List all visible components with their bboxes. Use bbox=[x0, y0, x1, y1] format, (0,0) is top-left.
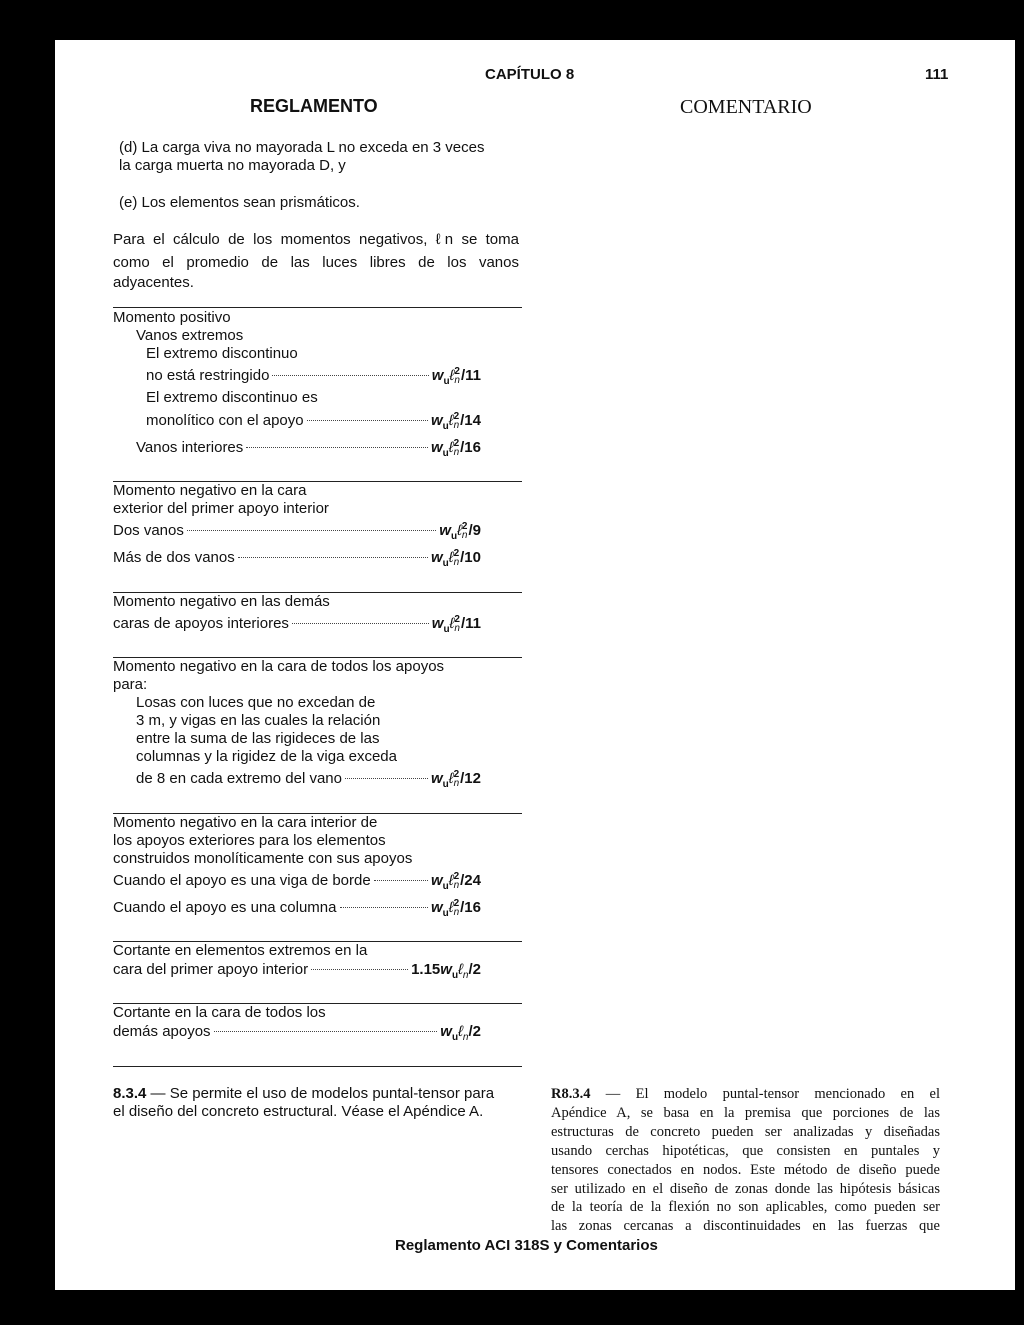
dot-leader bbox=[272, 375, 428, 376]
table-row bbox=[146, 389, 318, 409]
dot-leader bbox=[311, 969, 408, 970]
formula-exponent: 2 bbox=[453, 411, 460, 423]
dot-leader bbox=[214, 1031, 438, 1032]
row-label: no está restringido bbox=[146, 367, 270, 384]
formula-ell-subscript: n bbox=[453, 557, 460, 569]
formula-w-subscript: u bbox=[450, 531, 458, 542]
formula-w-subscript: u bbox=[442, 908, 449, 919]
row-label: Momento negativo en las demás bbox=[113, 593, 330, 610]
table-row bbox=[113, 1004, 326, 1024]
row-label: monolítico con el apoyo bbox=[146, 412, 304, 429]
formula-sup-sub bbox=[454, 549, 460, 567]
formula-w: w bbox=[430, 439, 443, 456]
item-e: (e) Los elementos sean prismáticos. bbox=[119, 194, 360, 211]
row-label: los apoyos exteriores para los elementos bbox=[113, 832, 386, 849]
formula-w-subscript: u bbox=[442, 421, 449, 432]
table-row bbox=[113, 482, 306, 502]
item-d-line2: la carga muerta no mayorada D, y bbox=[119, 157, 346, 174]
formula-w-subscript: u bbox=[451, 1032, 459, 1043]
formula-w-subscript: u bbox=[443, 624, 450, 635]
table-divider bbox=[113, 1066, 522, 1067]
formula-w-subscript: u bbox=[443, 376, 450, 387]
row-label: Cortante en la cara de todos los bbox=[113, 1004, 326, 1021]
coefficient-formula bbox=[439, 522, 481, 542]
dot-leader bbox=[307, 420, 428, 421]
coefficient-formula bbox=[411, 961, 481, 981]
row-label: columnas y la rigidez de la viga exceda bbox=[136, 748, 397, 765]
para-line2: como el promedio de las luces libres de los vanos bbox=[113, 254, 519, 271]
chapter-header: CAPÍTULO 8 bbox=[485, 66, 575, 83]
formula-ell: ℓ bbox=[448, 872, 454, 889]
right-column-title: COMENTARIO bbox=[680, 96, 812, 118]
commentary-line: usando cerchas hipotéticas, que consisten en puntales y bbox=[551, 1142, 940, 1159]
formula-denominator: /9 bbox=[468, 522, 481, 539]
table-row bbox=[113, 832, 386, 852]
footer: Reglamento ACI 318S y Comentarios bbox=[395, 1237, 658, 1254]
formula-w-subscript: u bbox=[451, 970, 459, 981]
table-row bbox=[113, 593, 330, 613]
row-label: Vanos interiores bbox=[136, 439, 244, 456]
table-row bbox=[113, 942, 367, 962]
row-label: Momento positivo bbox=[113, 309, 231, 326]
formula-sup-sub bbox=[454, 899, 460, 917]
formula-exponent: 2 bbox=[454, 366, 460, 378]
formula-ell-subscript: n bbox=[453, 907, 460, 919]
row-label: Cuando el apoyo es una columna bbox=[113, 899, 337, 916]
formula-ell: ℓ bbox=[448, 770, 454, 787]
dot-leader bbox=[187, 530, 436, 531]
formula-denominator: /24 bbox=[460, 872, 481, 889]
row-label: Cuando el apoyo es una viga de borde bbox=[113, 872, 371, 889]
coefficient-formula bbox=[431, 412, 481, 432]
formula-ell-subscript: n bbox=[453, 880, 460, 892]
formula-denominator: /14 bbox=[460, 412, 481, 429]
table-row bbox=[136, 730, 379, 750]
formula-w: w bbox=[430, 770, 443, 787]
para-line3: adyacentes. bbox=[113, 274, 194, 291]
row-label: Momento negativo en la cara interior de bbox=[113, 814, 378, 831]
formula-ell-subscript: n bbox=[454, 375, 460, 387]
table-row bbox=[146, 345, 298, 365]
table-row bbox=[113, 1023, 481, 1043]
formula-exponent: 2 bbox=[454, 614, 460, 626]
formula-sup-sub bbox=[454, 412, 460, 430]
formula-ell: ℓ bbox=[448, 412, 454, 429]
formula-ell-subscript: n bbox=[453, 778, 460, 790]
formula-sup-sub bbox=[454, 770, 460, 788]
formula-ell: ℓ bbox=[448, 549, 454, 566]
formula-ell: ℓ bbox=[448, 439, 454, 456]
formula-sup-sub bbox=[454, 615, 460, 633]
row-label: Dos vanos bbox=[113, 522, 184, 539]
formula-w: w bbox=[431, 615, 444, 632]
row-label: para: bbox=[113, 676, 148, 693]
formula-w-subscript: u bbox=[442, 779, 449, 790]
table-row bbox=[113, 676, 147, 696]
commentary-line: tensores conectados en nodos. Este método de diseño puede bbox=[551, 1161, 940, 1178]
commentary-line bbox=[551, 1085, 940, 1104]
row-label: 3 m, y vigas en las cuales la relación bbox=[136, 712, 381, 729]
formula-w: w bbox=[440, 961, 452, 978]
row-label: cara del primer apoyo interior bbox=[113, 961, 309, 978]
table-row bbox=[113, 658, 444, 678]
document-page bbox=[55, 40, 1015, 1290]
item-d-line1: (d) La carga viva no mayorada L no exceda en 3 veces bbox=[119, 139, 485, 156]
left-column-title: REGLAMENTO bbox=[250, 96, 378, 116]
table-row bbox=[113, 549, 481, 569]
formula-ell-subscript: n bbox=[462, 1032, 469, 1043]
commentary-text: — El modelo puntal-tensor mencionado en el bbox=[590, 1086, 940, 1102]
formula-denominator: /16 bbox=[460, 899, 481, 916]
table-row bbox=[136, 694, 375, 714]
formula-ell: ℓ bbox=[458, 961, 463, 978]
formula-denominator: /2 bbox=[468, 961, 481, 978]
formula-w-subscript: u bbox=[442, 881, 449, 892]
commentary-label: R8.3.4 bbox=[551, 1086, 591, 1102]
table-row bbox=[113, 961, 481, 981]
table-row bbox=[146, 367, 481, 387]
formula-ell: ℓ bbox=[458, 1023, 463, 1040]
dot-leader bbox=[292, 623, 429, 624]
formula-w: w bbox=[439, 522, 451, 539]
row-label: caras de apoyos interiores bbox=[113, 615, 289, 632]
coefficient-formula bbox=[432, 615, 481, 635]
formula-w-subscript: u bbox=[442, 448, 449, 459]
dot-leader bbox=[340, 907, 428, 908]
formula-denominator: /2 bbox=[468, 1023, 481, 1040]
formula-w-subscript: u bbox=[442, 558, 449, 569]
row-label: Momento negativo en la cara de todos los apoyos bbox=[113, 658, 445, 675]
table-row bbox=[136, 770, 481, 790]
formula-coefficient: 1.15 bbox=[411, 961, 441, 978]
formula-ell-subscript: n bbox=[453, 447, 460, 459]
formula-w: w bbox=[430, 412, 443, 429]
row-label: construidos monolíticamente con sus apoyos bbox=[113, 850, 413, 867]
table-row bbox=[113, 309, 231, 329]
dot-leader bbox=[238, 557, 428, 558]
table-divider bbox=[113, 307, 522, 308]
row-label: demás apoyos bbox=[113, 1023, 211, 1040]
table-row bbox=[113, 615, 481, 635]
formula-w: w bbox=[431, 367, 444, 384]
row-label: Más de dos vanos bbox=[113, 549, 235, 566]
table-row bbox=[113, 522, 481, 542]
formula-exponent: 2 bbox=[453, 898, 460, 910]
table-row bbox=[113, 850, 412, 870]
row-label: de 8 en cada extremo del vano bbox=[136, 770, 342, 787]
coefficient-formula bbox=[432, 367, 481, 387]
row-label: exterior del primer apoyo interior bbox=[113, 500, 329, 517]
para-line1: Para el cálculo de los momentos negativos, ℓn se toma bbox=[113, 231, 519, 248]
table-row bbox=[113, 872, 481, 892]
table-row bbox=[136, 439, 481, 459]
table-row bbox=[113, 500, 329, 520]
coefficient-formula bbox=[431, 439, 481, 459]
formula-ell: ℓ bbox=[449, 367, 455, 384]
section-834-text: — Se permite el uso de modelos puntal-tensor para bbox=[146, 1085, 495, 1102]
formula-ell-subscript: n bbox=[453, 420, 460, 432]
table-row bbox=[136, 327, 243, 347]
row-label: Momento negativo en la cara bbox=[113, 482, 307, 499]
section-834-line2: el diseño del concreto estructural. Véase el Apéndice A. bbox=[113, 1103, 484, 1120]
formula-exponent: 2 bbox=[453, 769, 460, 781]
coefficient-formula bbox=[431, 549, 481, 569]
table-row bbox=[113, 899, 481, 919]
formula-ell-subscript: n bbox=[462, 970, 469, 981]
formula-sup-sub bbox=[462, 522, 468, 540]
formula-w: w bbox=[430, 549, 443, 566]
row-label: Cortante en elementos extremos en la bbox=[113, 942, 368, 959]
row-label: El extremo discontinuo es bbox=[146, 389, 318, 406]
coefficient-formula bbox=[431, 872, 481, 892]
commentary-line: las zonas cercanas a discontinuidades en las fuerzas que bbox=[551, 1218, 940, 1235]
formula-denominator: /11 bbox=[460, 615, 481, 632]
formula-sup-sub bbox=[454, 872, 460, 890]
formula-exponent: 2 bbox=[453, 438, 460, 450]
coefficient-formula bbox=[431, 770, 481, 790]
commentary-line: de la teoría de la flexión no son aplicables, como pueden ser bbox=[551, 1199, 940, 1216]
section-834-line1 bbox=[113, 1085, 494, 1103]
formula-sup-sub bbox=[454, 367, 460, 385]
coefficient-formula bbox=[440, 1023, 481, 1043]
formula-denominator: /16 bbox=[460, 439, 481, 456]
formula-exponent: 2 bbox=[453, 548, 460, 560]
page-number: 111 bbox=[925, 66, 949, 83]
row-label: entre la suma de las rigideces de las bbox=[136, 730, 380, 747]
row-label: El extremo discontinuo bbox=[146, 345, 298, 362]
formula-ell-subscript: n bbox=[454, 623, 460, 635]
formula-exponent: 2 bbox=[453, 871, 460, 883]
table-row bbox=[136, 712, 380, 732]
formula-ell: ℓ bbox=[457, 522, 462, 539]
formula-ell: ℓ bbox=[448, 899, 454, 916]
formula-denominator: /12 bbox=[460, 770, 481, 787]
formula-w: w bbox=[440, 1023, 452, 1040]
table-row bbox=[113, 814, 377, 834]
commentary-line: ser utilizado en el diseño de zonas donde las hipótesis básicas bbox=[551, 1180, 940, 1197]
formula-denominator: /10 bbox=[460, 549, 481, 566]
dot-leader bbox=[345, 778, 428, 779]
formula-ell: ℓ bbox=[449, 615, 455, 632]
table-row bbox=[146, 412, 481, 432]
row-label: Losas con luces que no excedan de bbox=[136, 694, 376, 711]
section-834-label: 8.3.4 bbox=[113, 1085, 147, 1102]
formula-sup-sub bbox=[454, 439, 460, 457]
formula-w: w bbox=[430, 899, 443, 916]
coefficient-formula bbox=[431, 899, 481, 919]
formula-denominator: /11 bbox=[460, 367, 481, 384]
formula-exponent: 2 bbox=[461, 521, 468, 533]
formula-ell-subscript: n bbox=[461, 530, 468, 542]
dot-leader bbox=[374, 880, 428, 881]
commentary-line: Apéndice A, se basa en la premisa que porciones de las bbox=[551, 1104, 940, 1121]
formula-w: w bbox=[430, 872, 443, 889]
dot-leader bbox=[246, 447, 428, 448]
commentary-line: estructuras de concreto pueden ser analizadas y diseñadas bbox=[551, 1123, 940, 1140]
table-row bbox=[136, 748, 397, 768]
row-label: Vanos extremos bbox=[136, 327, 244, 344]
